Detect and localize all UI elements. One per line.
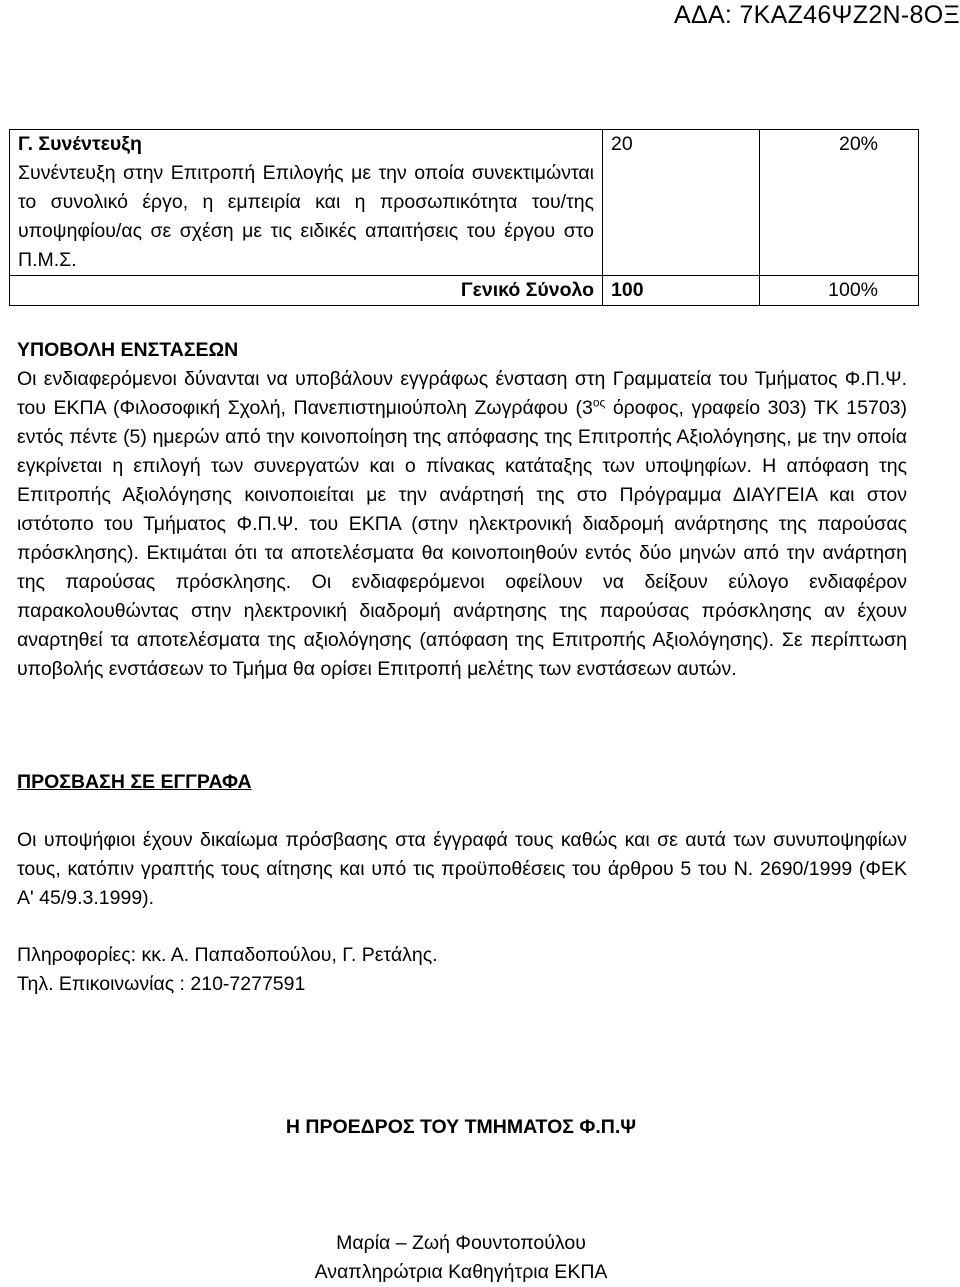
ada-stamp: ΑΔΑ: 7ΚΑΖ46ΨΖ2Ν-8ΟΞ [673,1,960,29]
interview-cell [10,130,603,276]
table-row [10,130,919,276]
interview-percent: 20% [760,130,919,276]
contact-info: Πληροφορίες: κκ. Α. Παπαδοπούλου, Γ. Ρετάλης. [17,944,438,966]
table-row [10,276,919,306]
criteria-table [9,129,919,306]
total-label: Γενικό Σύνολο [10,276,603,306]
signature-name: Μαρία – Ζωή Φουντοπούλου [336,1232,586,1254]
access-paragraph: Οι υποψήφιοι έχουν δικαίωμα πρόσβασης στα έγγραφά τους καθώς και σε αυτά των συνυποψηφίων τους, κατόπιν γραπτής τους αίτησης και υπό τις προϋποθέσεις του άρθρου 5 του Ν. 2690/1999 (ΦΕΚ Α' 45/9.3.1999). [17,829,907,909]
signature-role: Αναπληρώτρια Καθηγήτρια ΕΚΠΑ [314,1261,608,1283]
total-points: 100 [603,276,760,306]
objections-paragraph [17,365,907,684]
objections-text-2: όροφος, γραφείο 303) ΤΚ 15703) εντός πέντε (5) ημερών από την κοινοποίηση της απόφασης της Επιτροπής Αξιολόγησης, με την οποία εγκρίνεται η επιλογή των συνεργατών και ο πίνακας κατάταξης των υποψηφίων. Η απόφαση της Επιτροπής Αξιολόγησης κοινοποιείται με την ανάρτησή της στο Πρόγραμμα ΔΙΑΥΓΕΙΑ και στον ιστότοπο του Τμήματος Φ.Π.Ψ. του ΕΚΠΑ (στην ηλεκτρονική διαδρομή ανάρτησης της παρούσας πρόσκλησης). Εκτιμάται ότι τα αποτελέσματα θα κοινοποιηθούν εντός δύο μηνών από την ανάρτηση της παρούσας πρόσκλησης. Οι ενδιαφερόμενοι οφείλουν να δείξουν εύλογο ενδιαφέρον παρακολουθώντας στην ηλεκτρονική διαδρομή ανάρτησης της παρούσας πρόσκλησης αν έχουν αναρτηθεί τα αποτελέσματα της αξιολόγησης (απόφαση της Επιτροπής Αξιολόγησης). Σε περίπτωση υποβολής ενστάσεων το Τμήμα θα ορίσει Επιτροπή μελέτης των ενστάσεων αυτών. [17,397,907,680]
access-section [17,768,907,797]
contact-phone: Τηλ. Επικοινωνίας : 210-7277591 [17,973,306,995]
floor-superscript: ος [592,395,606,410]
access-heading: ΠΡΟΣΒΑΣΗ ΣΕ ΕΓΓΡΑΦΑ [17,771,252,793]
objections-text-1: Οι ενδιαφερόμενοι δύνανται να υποβάλουν εγγράφως ένσταση στη Γραμματεία του Τμήματος Φ.Π.Ψ. του ΕΚΠΑ (Φιλοσοφική Σχολή, Πανεπιστημιούπολη Ζωγράφου (3 [17,368,907,419]
objections-heading: ΥΠΟΒΟΛΗ ΕΝΣΤΑΣΕΩΝ [17,339,239,361]
signature-title: Η ΠΡΟΕΔΡΟΣ ΤΟΥ ΤΜΗΜΑΤΟΣ Φ.Π.Ψ [285,1116,637,1138]
interview-description: Συνέντευξη στην Επιτροπή Επιλογής με την οποία συνεκτιμώνται το συνολικό έργο, η εμπειρία και η προσωπικότητα του/της υποψηφίου/ας σε σχέση με τις ειδικές απαιτήσεις του έργου στο Π.Μ.Σ. [18,162,594,271]
total-percent: 100% [760,276,919,306]
interview-points: 20 [603,130,760,276]
interview-title: Γ. Συνέντευξη [18,133,142,155]
objections-section [17,336,907,684]
